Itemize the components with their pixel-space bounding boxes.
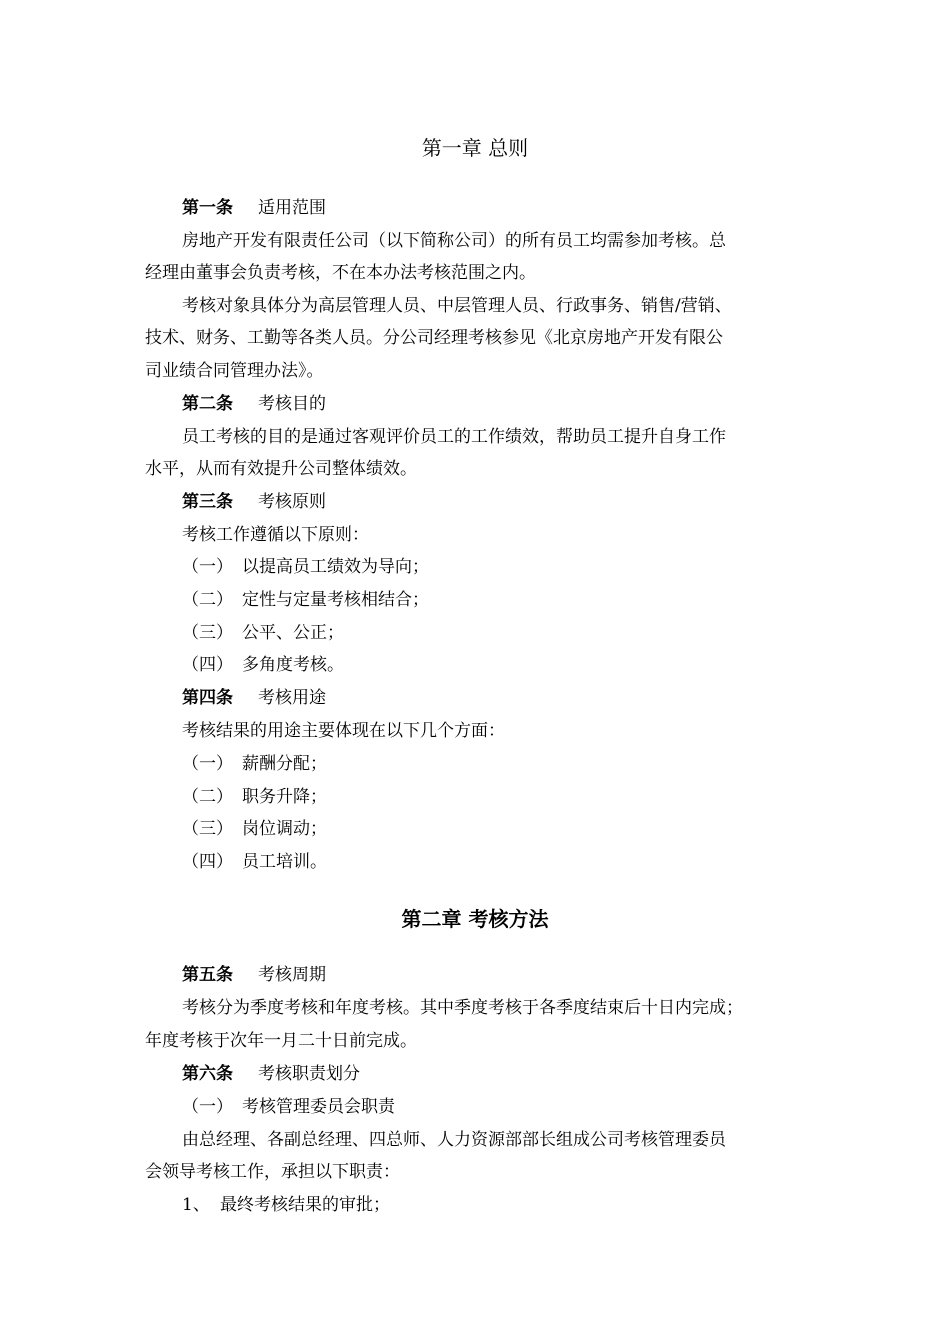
list-item [182,786,327,808]
list-marker: （二） [182,590,233,610]
list-item-text: 薪酬分配； [242,754,327,774]
article-2-heading [182,393,326,415]
list-marker: （三） [182,819,233,839]
paragraph-line: 考核结果的用途主要体现在以下几个方面： [182,721,505,741]
sub-heading-text: 考核管理委员会职责 [242,1097,395,1117]
article-number: 第三条 [182,492,233,512]
paragraph-line: 考核对象具体分为高层管理人员、中层管理人员、行政事务、销售/营销、 [182,296,732,316]
list-marker: （一） [182,557,233,577]
list-item [182,851,327,873]
article-name: 考核用途 [258,688,326,708]
list-item-text: 职务升降； [242,787,327,807]
list-item-text: 定性与定量考核相结合； [242,590,429,610]
list-item [182,818,327,840]
list-item-text: 岗位调动； [242,819,327,839]
article-6-heading [182,1063,360,1085]
article-name: 适用范围 [258,198,326,218]
list-item-text: 员工培训。 [242,852,327,872]
article-name: 考核目的 [258,394,326,414]
article-4-heading [182,687,326,709]
article-number: 第一条 [182,198,233,218]
item-number: 1、 [182,1195,210,1215]
paragraph-line: 考核工作遵循以下原则： [182,525,369,545]
list-marker: （一） [182,754,233,774]
list-item [182,556,429,578]
list-item-text: 以提高员工绩效为导向； [242,557,429,577]
list-item [182,589,429,611]
item-text: 最终考核结果的审批； [220,1195,390,1215]
list-marker: （二） [182,787,233,807]
list-marker: （四） [182,655,233,675]
numbered-item [182,1194,390,1216]
paragraph-line: 水平，从而有效提升公司整体绩效。 [145,459,417,479]
sub-heading [182,1096,395,1118]
paragraph-line: 技术、财务、工勤等各类人员。分公司经理考核参见《北京房地产开发有限公 [145,328,723,348]
paragraph-line: 经理由董事会负责考核，不在本办法考核范围之内。 [145,263,536,283]
list-item [182,753,327,775]
list-marker: （四） [182,852,233,872]
article-name: 考核原则 [258,492,326,512]
article-3-heading [182,491,326,513]
paragraph-line: 房地产开发有限责任公司（以下简称公司）的所有员工均需参加考核。总 [182,231,726,251]
chapter-2-title: 第二章 考核方法 [401,907,549,931]
article-1-heading [182,197,326,219]
paragraph-line: 年度考核于次年一月二十日前完成。 [145,1031,417,1051]
paragraph-line: 员工考核的目的是通过客观评价员工的工作绩效，帮助员工提升自身工作 [182,427,726,447]
paragraph-line: 由总经理、各副总经理、四总师、人力资源部部长组成公司考核管理委员 [182,1130,726,1150]
paragraph-line: 司业绩合同管理办法》。 [145,361,324,381]
list-item-text: 多角度考核。 [242,655,344,675]
article-name: 考核周期 [258,965,326,985]
list-item-text: 公平、公正； [242,623,344,643]
paragraph-line: 会领导考核工作，承担以下职责： [145,1162,400,1182]
article-number: 第四条 [182,688,233,708]
list-item [182,622,344,644]
paragraph-line: 考核分为季度考核和年度考核。其中季度考核于各季度结束后十日内完成； [182,998,743,1018]
list-marker: （三） [182,623,233,643]
article-number: 第五条 [182,965,233,985]
article-number: 第二条 [182,394,233,414]
article-name: 考核职责划分 [258,1064,360,1084]
article-number: 第六条 [182,1064,233,1084]
list-item [182,654,344,676]
chapter-1-title: 第一章 总则 [421,136,529,160]
list-marker: （一） [182,1097,233,1117]
article-5-heading [182,964,326,986]
